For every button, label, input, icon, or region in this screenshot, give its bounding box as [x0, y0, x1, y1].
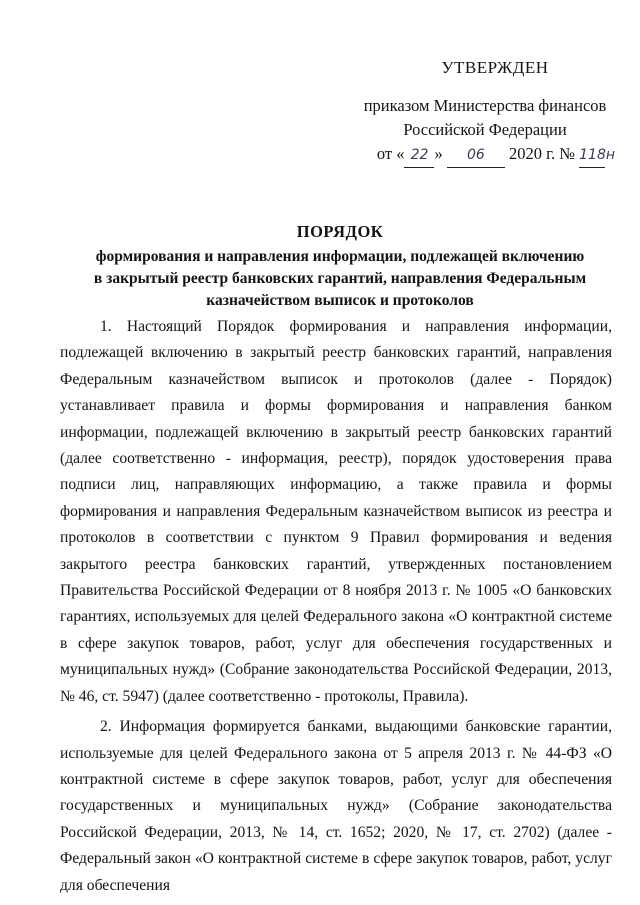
approval-line-federation: Российской Федерации [403, 120, 567, 139]
document-body [60, 314, 612, 903]
approval-line-ministry: приказом Министерства финансов [363, 96, 607, 115]
handwritten-order-number: 118н [579, 143, 605, 168]
date-year: 2020 г. № [508, 144, 576, 163]
date-prefix: от « [376, 144, 405, 163]
paragraph-2: 2. Информация формируется банками, выдающими банковские гарантии, используемые для целей Федерального закона от 5 апреля 2013 г. № 44-ФЗ «О контрактной системе в сфере закупок товаров, работ, услуг для обеспечения государственных и муниципальных нужд» (Собрание законодательства Российской Федерации, 2013, № 14, ст. 1652; 2020, № 17, ст. 2702) (далее - Федеральный закон «О контрактной системе в сфере закупок товаров, работ, услуг для обеспечения [60, 718, 612, 894]
approval-title: УТВЕРЖДЕН [441, 58, 549, 77]
document-subtitle [60, 246, 620, 312]
subtitle-line: формирования и направления информации, подлежащей включению [95, 248, 585, 265]
handwritten-day: 22 [404, 143, 434, 168]
document-title: ПОРЯДОК [296, 222, 384, 241]
subtitle-line: казначейством выписок и протоколов [206, 292, 474, 309]
approval-date-line [360, 142, 616, 168]
paragraph-1: 1. Настоящий Порядок формирования и направления информации, подлежащей включению в закрытый реестр банковских гарантий, направления Федеральным казначейством выписок и протоколов (далее - Порядок) устанавливает правила и формы формирования и направления банком информации, подлежащей включению в закрытый реестр банковских гарантий (далее соответственно - информация, реестр), порядок удостоверения права подписи лиц, направляющих информацию, а также правила и формы формирования и направления Федеральным казначейством выписок из реестра и протоколов в соответствии с пунктом 9 Правил формирования и ведения закрытого реестра банковских гарантий, утвержденных постановлением Правительства Российской Федерации от 8 ноября 2013 г. № 1005 «О банковских гарантиях, используемых для целей Федерального закона «О контрактной системе в сфере закупок товаров, работ, услуг для обеспечения государственных и муниципальных нужд» (Собрание законодательства Российской Федерации, 2013, № 46, ст. 5947) (далее соответственно - протоколы, Правила). [60, 318, 612, 705]
approval-stamp [360, 56, 616, 168]
handwritten-month: 06 [447, 143, 505, 168]
date-day-close: » [434, 144, 443, 163]
subtitle-line: в закрытый реестр банковских гарантий, направления Федеральным [93, 270, 587, 287]
